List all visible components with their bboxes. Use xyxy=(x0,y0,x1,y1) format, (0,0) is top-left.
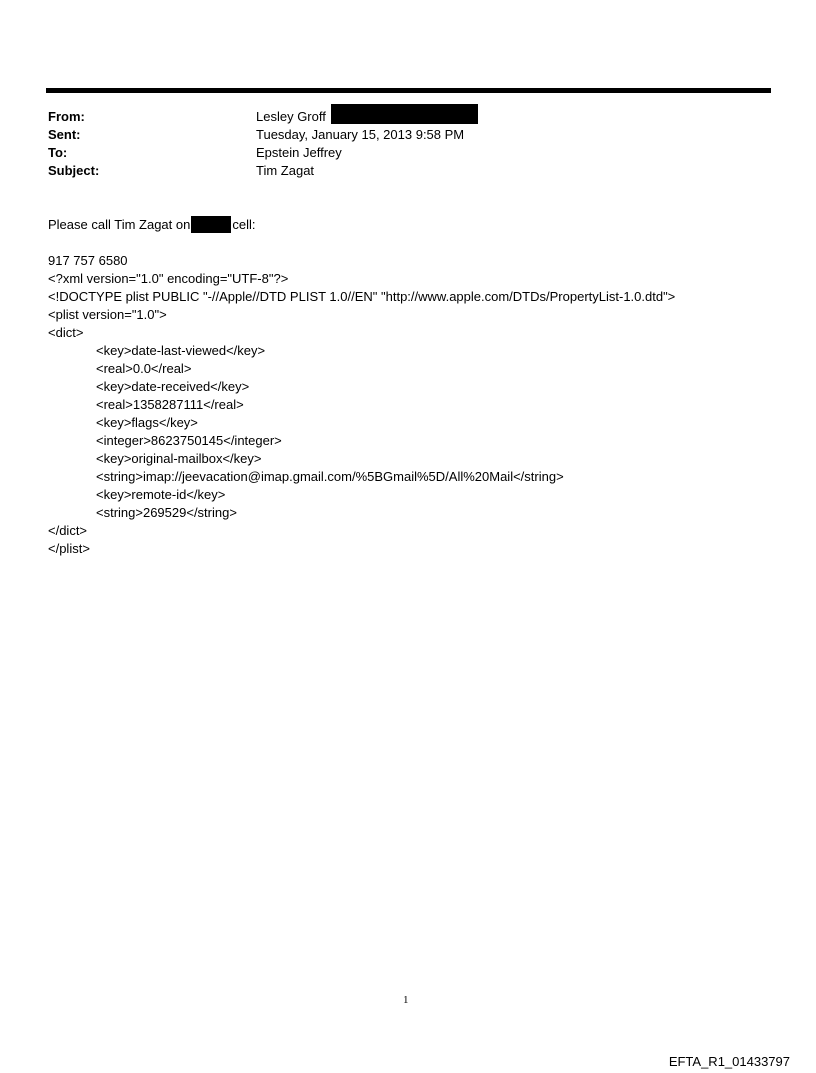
xml-line: <?xml version="1.0" encoding="UTF-8"?> xyxy=(48,271,289,286)
from-label: From: xyxy=(48,109,85,124)
message-end: cell: xyxy=(232,217,256,232)
redaction-box xyxy=(331,104,478,124)
xml-line: <key>flags</key> xyxy=(96,415,198,430)
xml-line: </plist> xyxy=(48,541,90,556)
xml-line: <key>original-mailbox</key> xyxy=(96,451,262,466)
xml-line: </dict> xyxy=(48,523,88,538)
header-divider xyxy=(46,88,771,93)
xml-line: <real>1358287111</real> xyxy=(96,397,244,412)
xml-line: <!DOCTYPE plist PUBLIC "-//Apple//DTD PLIST 1.0//EN" "http://www.apple.com/DTDs/PropertyList-1.0.dtd"> xyxy=(48,289,676,304)
sent-label: Sent: xyxy=(48,127,81,142)
to-label: To: xyxy=(48,145,68,160)
inline-redaction xyxy=(191,216,231,233)
xml-line: <key>remote-id</key> xyxy=(96,487,226,502)
xml-line: <plist version="1.0"> xyxy=(48,307,167,322)
to-value: Epstein Jeffrey xyxy=(256,145,342,160)
sent-value: Tuesday, January 15, 2013 9:58 PM xyxy=(256,127,465,142)
xml-line: <string>imap://jeevacation@imap.gmail.com/%5BGmail%5D/All%20Mail</string> xyxy=(96,469,564,484)
xml-line: <real>0.0</real> xyxy=(96,361,192,376)
subject-value: Tim Zagat xyxy=(256,163,315,178)
xml-line: <string>269529</string> xyxy=(96,505,237,520)
page-number: 1 xyxy=(403,994,409,1006)
xml-line: <key>date-last-viewed</key> xyxy=(96,343,266,358)
xml-line: <key>date-received</key> xyxy=(96,379,250,394)
phone-number: 917 757 6580 xyxy=(48,253,128,268)
document-id: EFTA_R1_01433797 xyxy=(668,1054,790,1069)
message-line xyxy=(48,216,255,234)
message-start: Please call Tim Zagat on xyxy=(48,217,191,232)
xml-line: <integer>8623750145</integer> xyxy=(96,433,282,448)
subject-label: Subject: xyxy=(48,163,100,178)
from-value: Lesley Groff xyxy=(256,109,326,124)
xml-line: <dict> xyxy=(48,325,84,340)
